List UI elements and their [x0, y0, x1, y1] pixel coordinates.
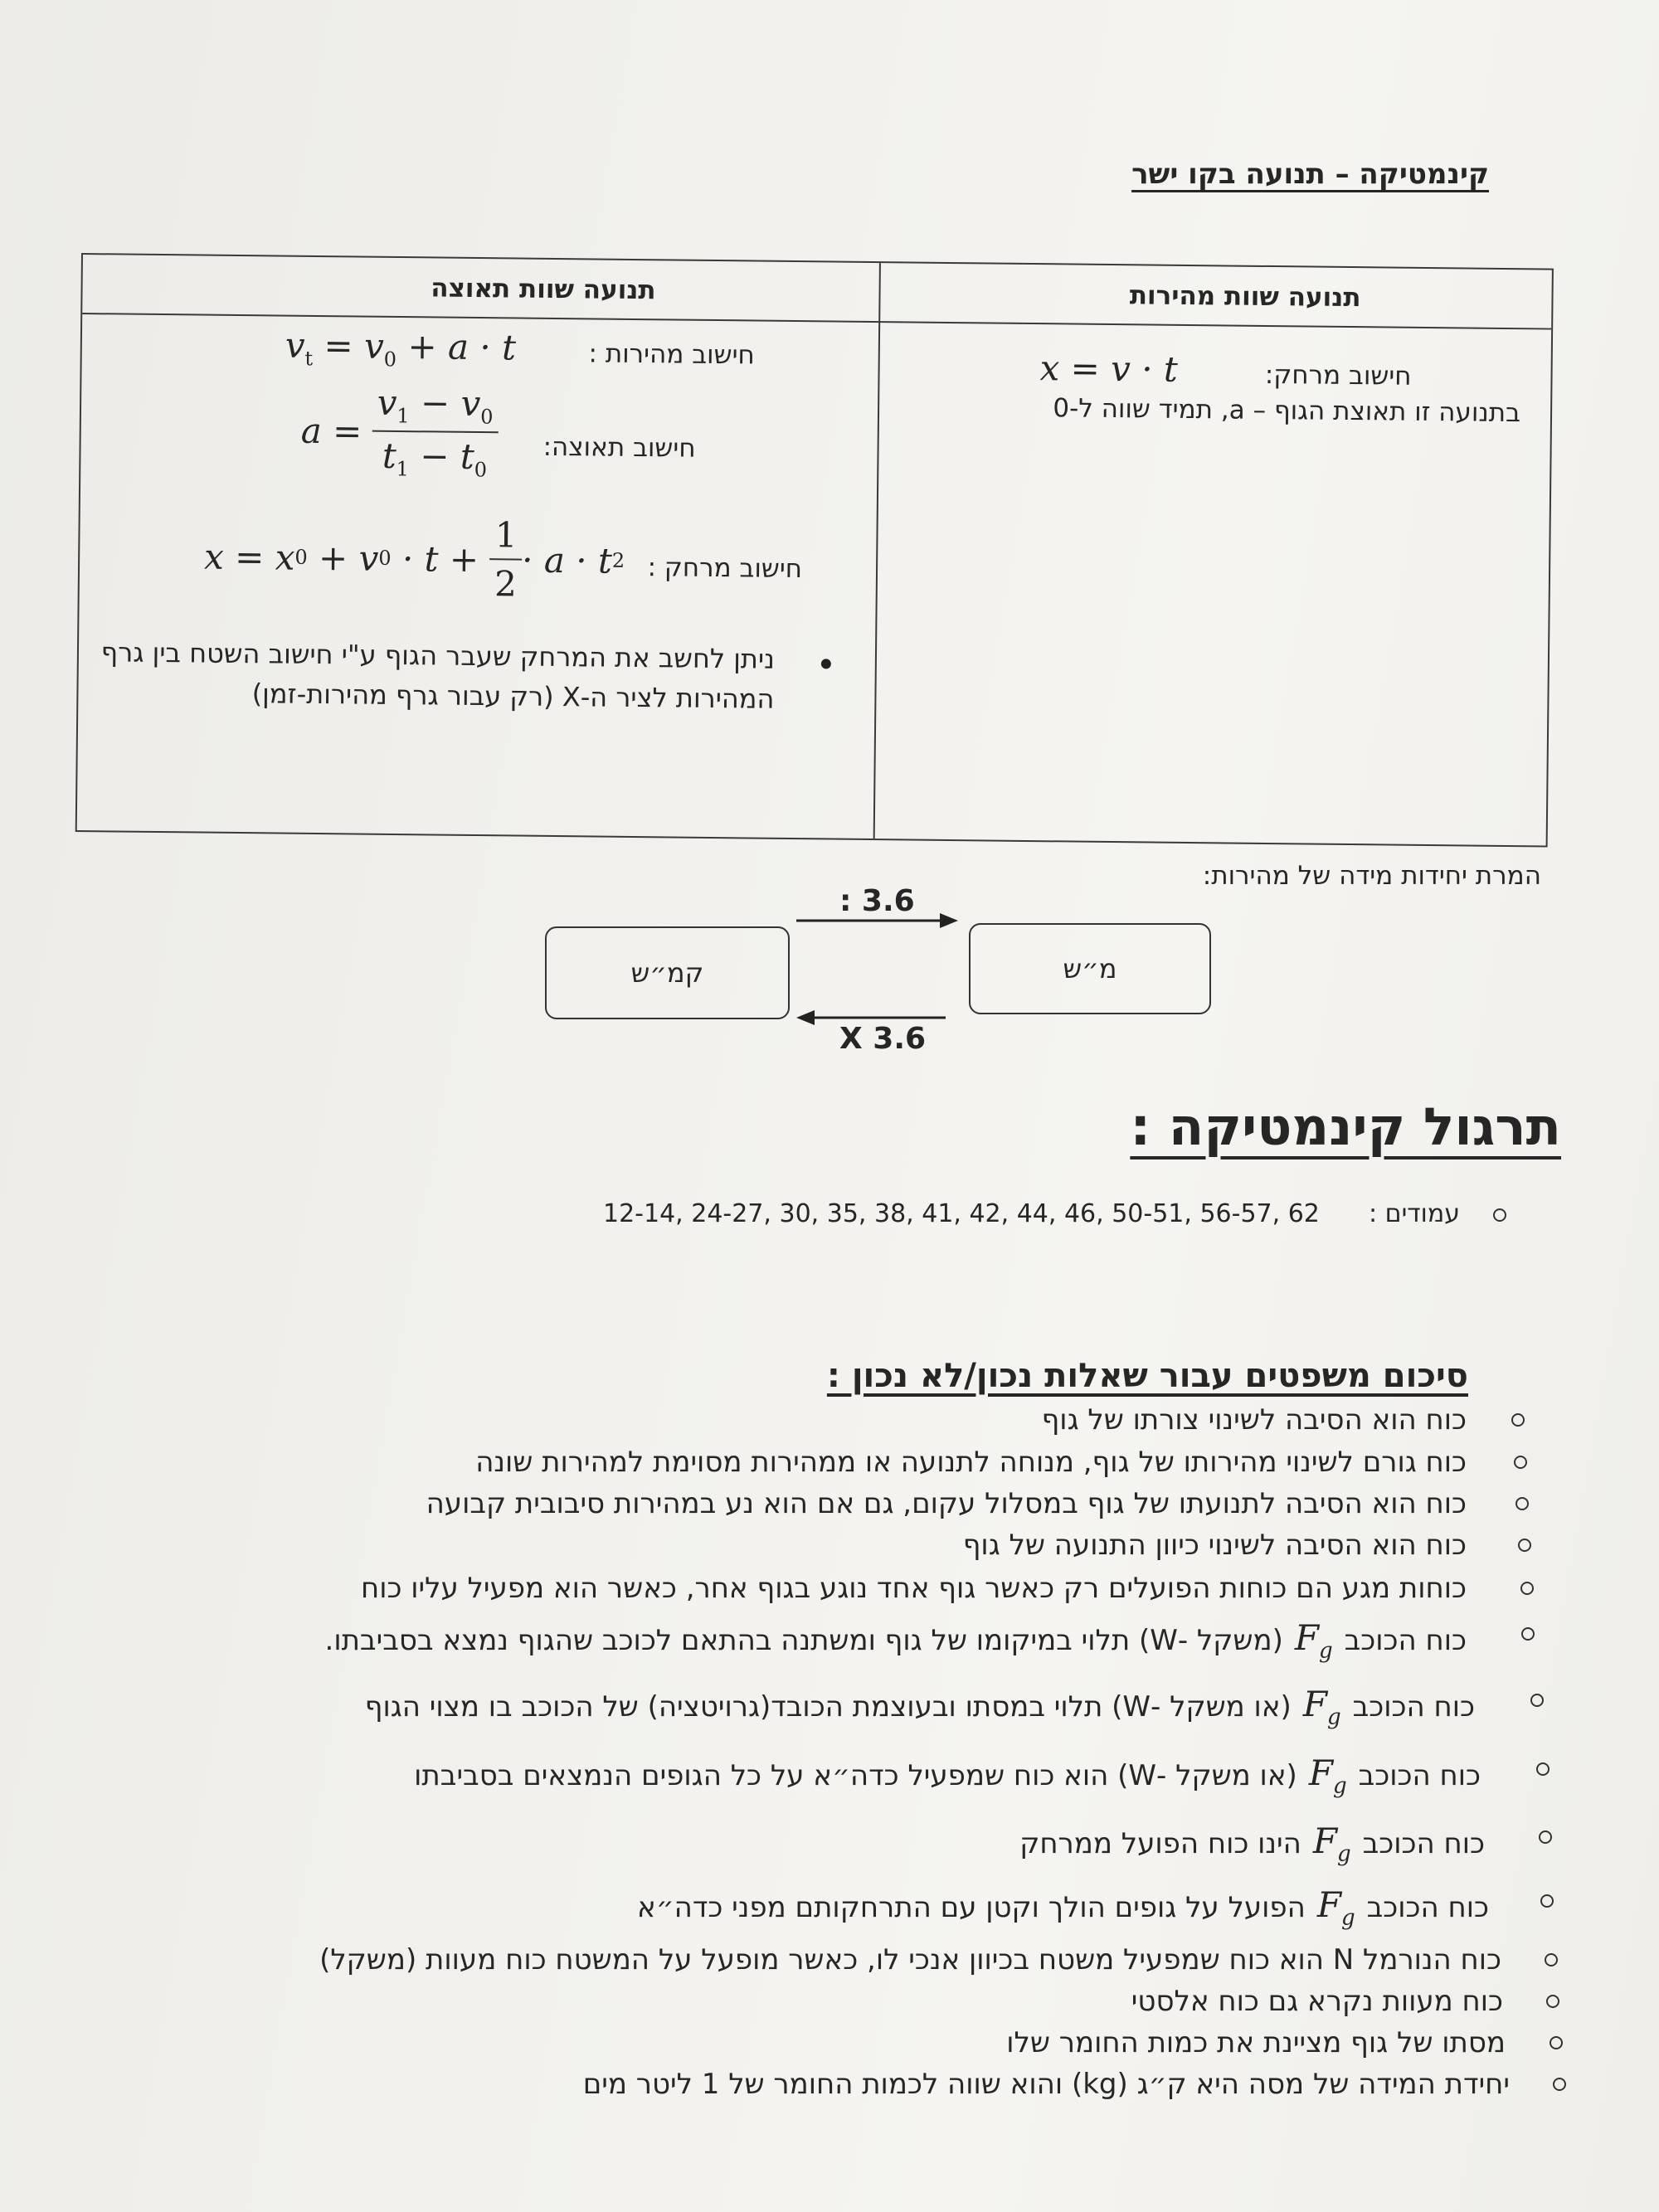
summary-item: [414, 1753, 1481, 1798]
cv-distance-formula: x = v · t: [1039, 348, 1179, 390]
summary-item-label: כוח הכוכב: [1366, 1891, 1489, 1924]
ca-acceleration-label: חישוב תאוצה:: [542, 431, 696, 464]
header-constant-acceleration: תנועה שוות תאוצה: [431, 273, 656, 306]
summary-item-label: כוח הכוכב: [1362, 1827, 1485, 1860]
divide-factor: : 3.6: [839, 884, 915, 918]
summary-item: [637, 1884, 1489, 1930]
summary-item-text: הפועל על גופים הולך וקטן עם התרחקותם מפני כדה״א: [636, 1891, 1306, 1924]
summary-item-label: כוח הכוכב: [1344, 1624, 1467, 1657]
practice-pages-list: 12-14, 24-27, 30, 35, 38, 41, 42, 44, 46, 50-51, 56-57, 62: [603, 1199, 1320, 1228]
summary-item: כוח הוא הסיבה לשינוי כיוון התנועה של גוף: [962, 1529, 1467, 1562]
list-bullet-circle: [1518, 1539, 1531, 1552]
summary-item-text: (משקל -W) תלוי במיקומו של גוף ומשתנה בהתאם לכוכב שהגוף נמצא בסביבתו.: [324, 1624, 1283, 1657]
list-bullet-circle: [1539, 1830, 1552, 1844]
list-bullet-circle: [1540, 1894, 1554, 1908]
ca-area-note: ניתן לחשב את המרחק שעבר הגוף ע"י חישוב השטח בין גרף המהירות לציר ה-X (רק עבור גרף מהירות-זמן): [100, 636, 776, 715]
summary-item-label: כוח הכוכב: [1358, 1759, 1481, 1792]
arrow-right-icon: [792, 908, 962, 933]
summary-item-text: הינו כוח הפועל ממרחק: [1019, 1827, 1301, 1860]
summary-item: כוח גורם לשינוי מהירותו של גוף, מנוחה לתנועה או ממהירות מסוימת למהירות שונה: [475, 1446, 1467, 1479]
summary-item: כוח הנורמל N הוא כוח שמפעיל משטח בכיוון אנכי לו, כאשר מופעל על המשטח כוח מעוות (משקל): [319, 1943, 1501, 1976]
summary-item: יחידת המידה של מסה היא ק״ג (kg) והוא שווה לכמות החומר של 1 ליטר מים: [582, 2068, 1510, 2101]
summary-item: כוחות מגע הם כוחות הפועלים רק כאשר גוף אחד נוגע בגוף אחר, כאשר הוא מפעיל עליו כוח: [361, 1572, 1467, 1605]
list-bullet-circle: [1515, 1497, 1529, 1510]
gravity-force-symbol: $F_g$: [1312, 1821, 1351, 1867]
list-bullet-circle: [1550, 2036, 1563, 2049]
summary-item: מסתו של גוף מציינת את כמות החומר שלו: [1006, 2026, 1506, 2059]
summary-item-text: (או משקל -W) הוא כוח שמפעיל כדה״א על כל הגופים הנמצאים בסביבתו: [414, 1759, 1297, 1792]
multiply-factor: X 3.6: [839, 1022, 927, 1056]
summary-item: [1019, 1821, 1485, 1866]
table-column-divider: [873, 263, 881, 839]
list-bullet-circle: [1511, 1413, 1525, 1427]
gravity-force-symbol: $F_g$: [1294, 1617, 1333, 1664]
list-bullet-circle: [1546, 1995, 1559, 2008]
list-bullet-circle: [1553, 2078, 1566, 2091]
box-meters-per-second: מ״ש: [969, 923, 1211, 1014]
practice-title: תרגול קינמטיקה :: [1130, 1096, 1561, 1157]
summary-item: [365, 1684, 1475, 1729]
box-km-per-hour: קמ״ש: [545, 926, 790, 1019]
summary-item: כוח הוא הסיבה לשינוי צורתו של גוף: [1041, 1403, 1467, 1437]
formula-table: [75, 253, 1554, 848]
summary-item: כוח מעוות נקרא גם כוח אלסטי: [1131, 1985, 1503, 2018]
ca-velocity-formula: $v_t = v_0 + a \cdot t$: [285, 324, 517, 372]
ca-acceleration-formula: a = $\frac{v_1 - v_0}{t_1 - t_0}$: [300, 382, 499, 482]
cv-distance-label: חישוב מרחק:: [1264, 359, 1412, 391]
summary-item-text: (או משקל -W) תלוי במסתו ובעוצמת הכובד(גרויטציה) של הכוכב בו מצוי הגוף: [364, 1690, 1292, 1723]
cv-acceleration-note: בתנועה זו תאוצת הגוף – a, תמיד שווה ל-0: [1053, 393, 1521, 429]
ca-distance-label: חישוב מרחק :: [647, 552, 803, 585]
list-bullet-circle: [1493, 1208, 1506, 1222]
header-constant-velocity: תנועה שוות מהירות: [1129, 280, 1361, 314]
list-bullet-circle: [1520, 1582, 1534, 1595]
list-bullet-circle: [1545, 1953, 1558, 1966]
gravity-force-symbol: $F_g$: [1302, 1684, 1341, 1730]
conversion-title: המרת יחידות מידה של מהירות:: [1202, 861, 1541, 891]
list-bullet-circle: [1514, 1456, 1527, 1469]
ca-distance-formula: x = x 0 + v 0 · t + $\frac{1}{2}$ · a · t 2: [203, 514, 625, 605]
summary-item: [325, 1617, 1467, 1663]
list-bullet-circle: [1530, 1694, 1544, 1707]
page-title: קינמטיקה – תנועה בקו ישר: [1131, 158, 1489, 191]
gravity-force-symbol: $F_g$: [1308, 1753, 1347, 1799]
summary-item-label: כוח הכוכב: [1352, 1690, 1475, 1723]
ca-velocity-label: חישוב מהירות :: [588, 338, 755, 371]
bullet-dot: [821, 659, 831, 668]
list-bullet-circle: [1536, 1762, 1550, 1776]
gravity-force-symbol: $F_g$: [1316, 1884, 1355, 1931]
practice-pages-label: עמודים :: [1369, 1199, 1460, 1228]
list-bullet-circle: [1521, 1627, 1535, 1641]
summary-title: סיכום משפטים עבור שאלות נכון/לא נכון :: [826, 1357, 1468, 1395]
summary-item: כוח הוא הסיבה לתנועתו של גוף במסלול עקום, גם אם הוא נע במהירות סיבובית קבועה: [426, 1487, 1467, 1520]
